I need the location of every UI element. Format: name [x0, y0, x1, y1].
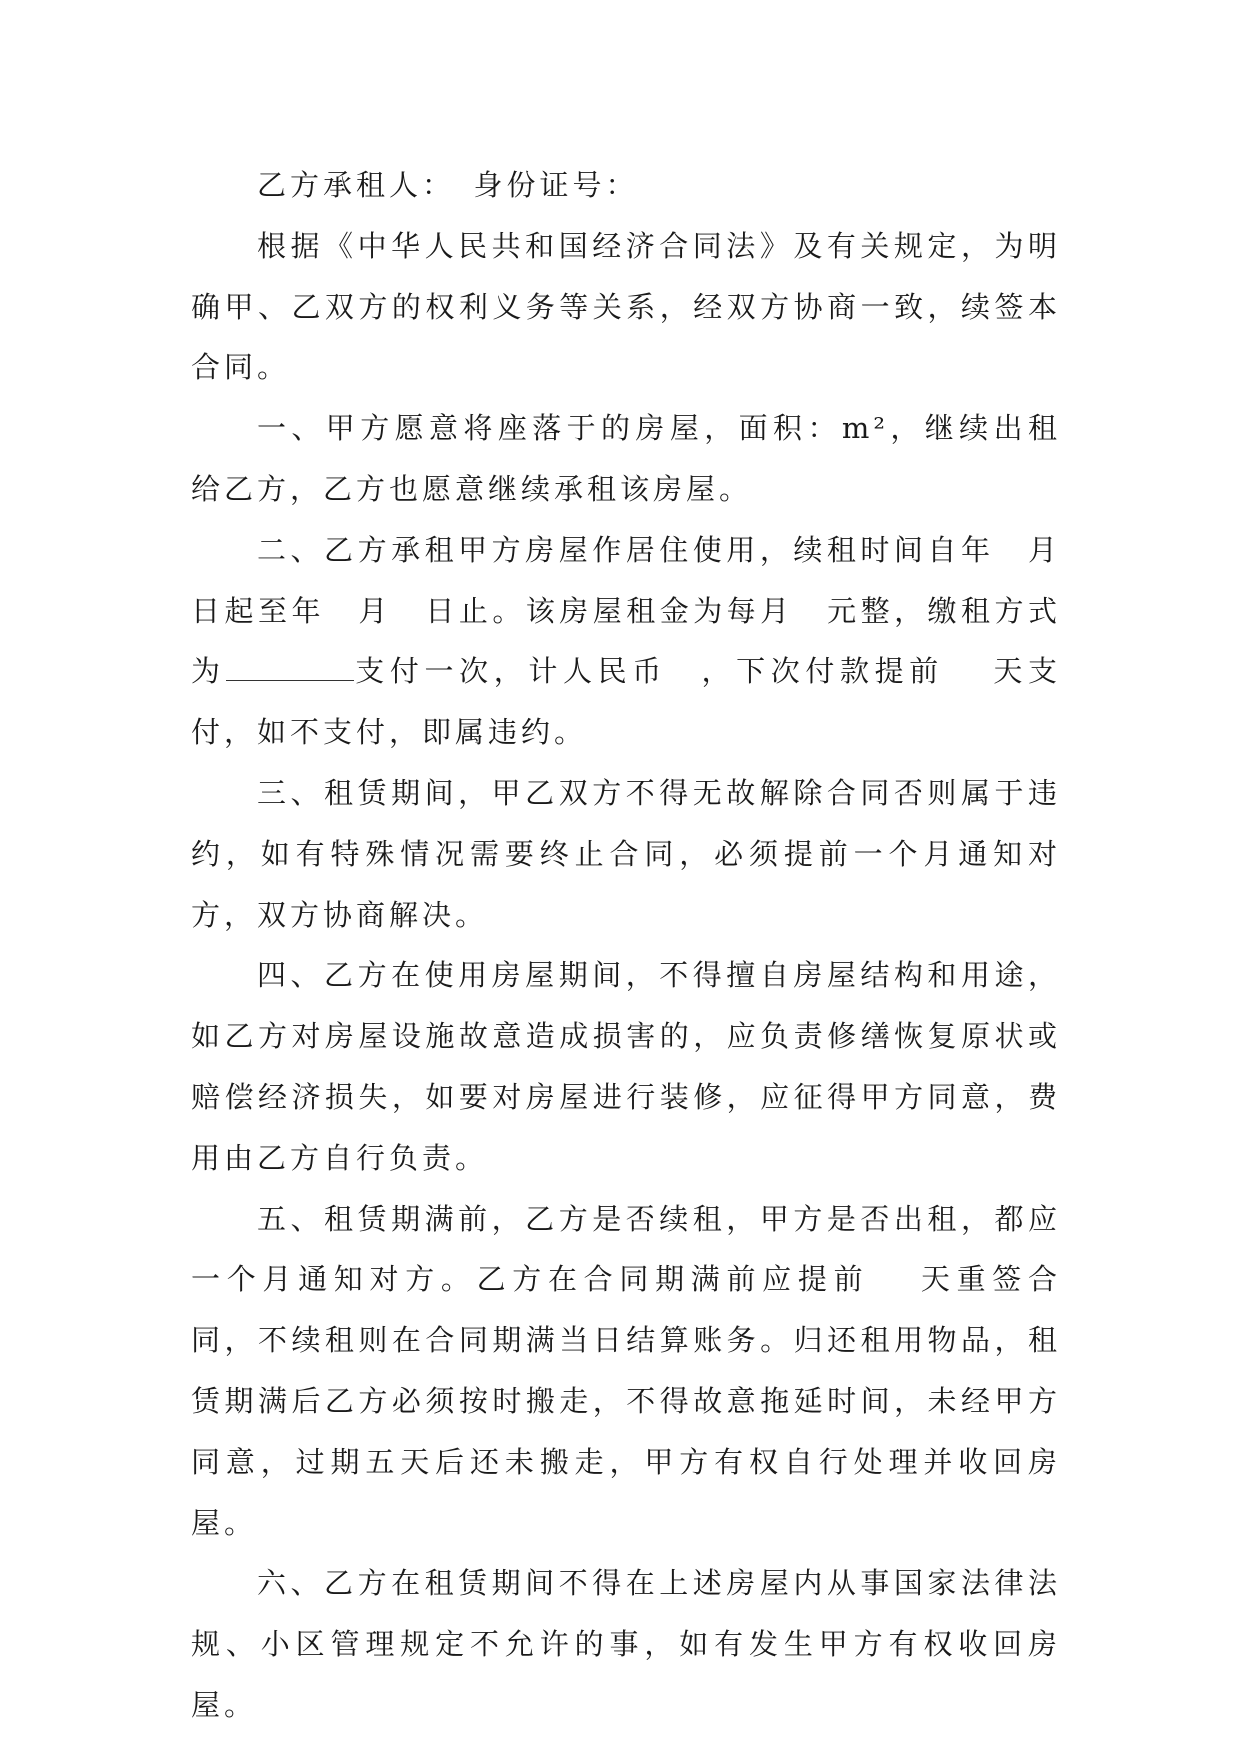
clause-2	[191, 520, 1061, 763]
clause-3: 三、租赁期间，甲乙双方不得无故解除合同否则属于违约，如有特殊情况需要终止合同，必须提前一个月通知对方，双方协商解决。	[191, 775, 1061, 932]
clause-6: 六、乙方在租赁期间不得在上述房屋内从事国家法律法规、小区管理规定不允许的事，如有发生甲方有权收回房屋。	[191, 1566, 1061, 1722]
lessee-line: 乙方承租人： 身份证号：	[257, 168, 639, 202]
clause-5: 五、租赁期满前，乙方是否续租，甲方是否出租，都应一个月通知对方。乙方在合同期满前应提前 天重签合同，不续租则在合同期满当日结算账务。归还租用物品，租赁期满后乙方必须按时搬走，不得故意拖延时间，未经甲方同意，过期五天后还未搬走，甲方有权自行处理并收回房屋。	[191, 1201, 1061, 1540]
intro-paragraph: 根据《中华人民共和国经济合同法》及有关规定，为明确甲、乙双方的权利义务等关系，经双方协商一致，续签本合同。	[191, 228, 1061, 385]
clause-2-text-b: 支付一次，计人民币 ，下次付款提前 天支付，如不支付，即属违约。	[191, 654, 1061, 750]
contract-body	[191, 155, 1061, 1736]
payment-method-blank	[226, 658, 354, 681]
clause-2-text-a: 二、乙方承租甲方房屋作居住使用，续租时间自年 月日起至年 月 日止。该房屋租金为每月 元整，缴租方式为	[191, 532, 1061, 689]
clause-4: 四、乙方在使用房屋期间，不得擅自房屋结构和用途，如乙方对房屋设施故意造成损害的，应负责修缮恢复原状或赔偿经济损失，如要对房屋进行装修，应征得甲方同意，费用由乙方自行负责。	[191, 958, 1061, 1175]
clause-1: 一、甲方愿意将座落于的房屋，面积：m²，继续出租给乙方，乙方也愿意继续承租该房屋。	[191, 411, 1061, 506]
